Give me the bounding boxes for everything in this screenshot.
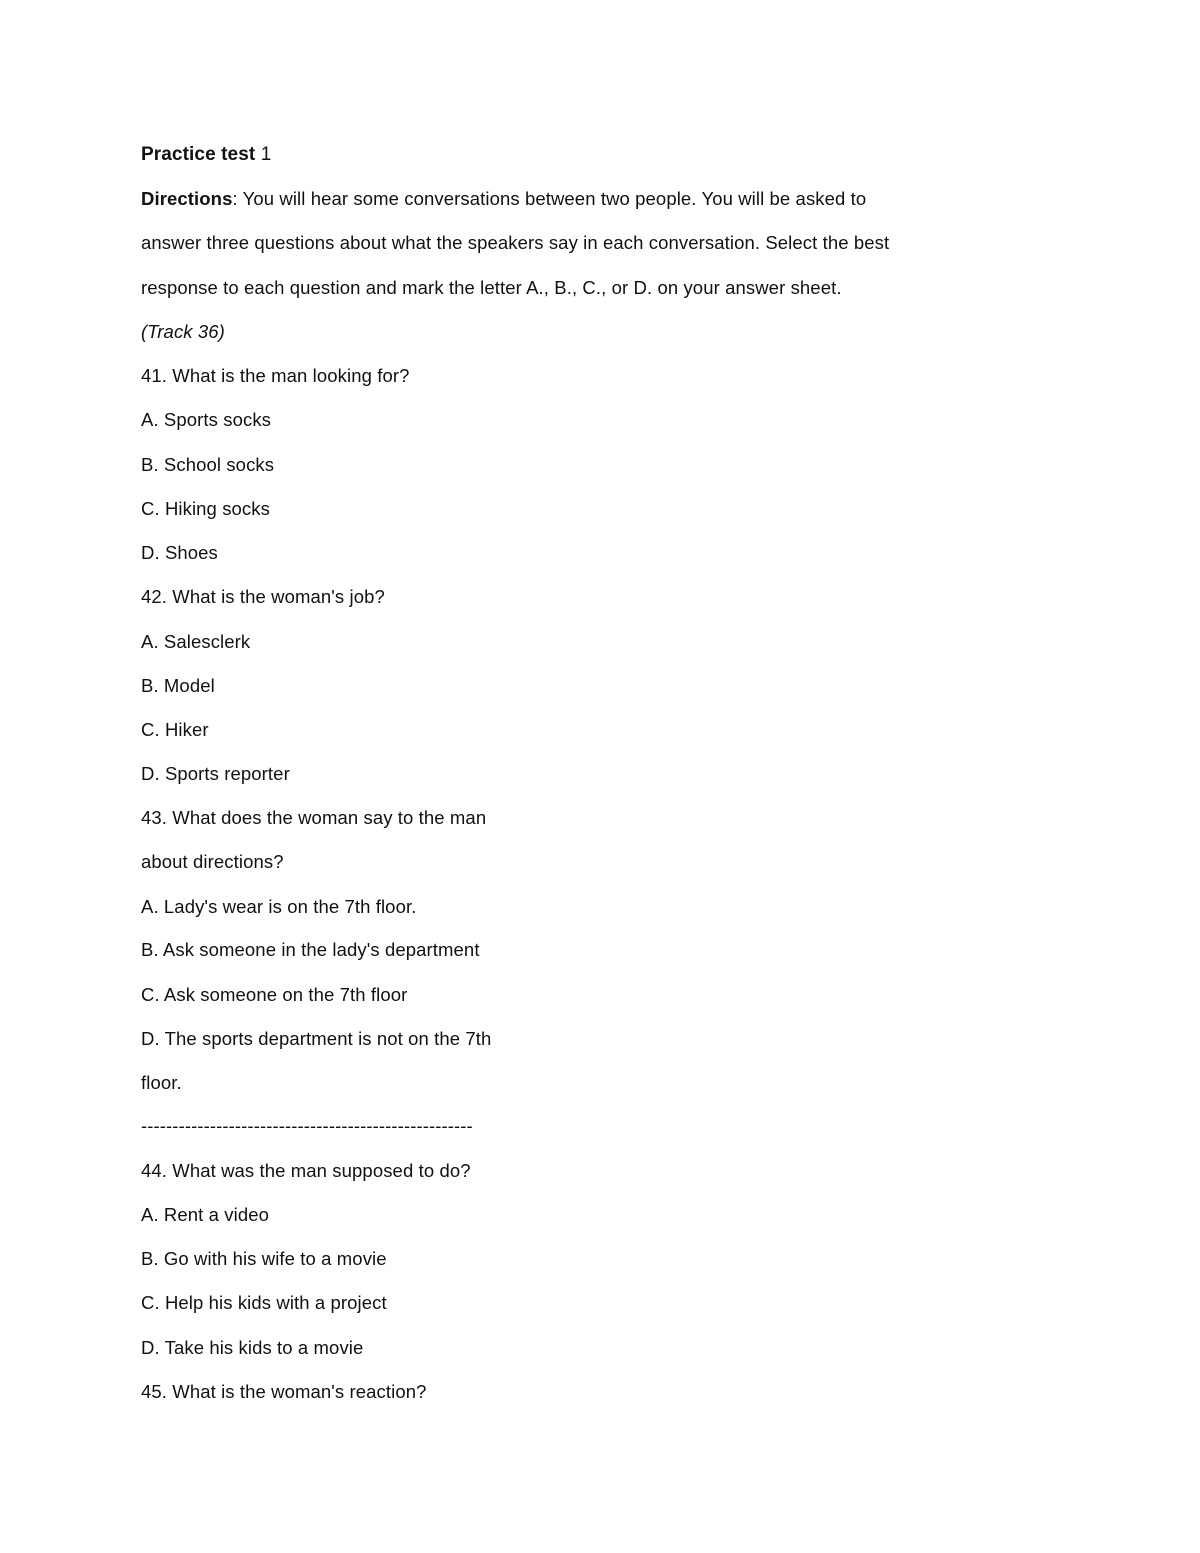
answer-option: D. Sports reporter — [141, 763, 290, 784]
title-bold: Practice test — [141, 144, 256, 165]
directions-colon: : — [232, 188, 238, 209]
directions-line-3: response to each question and mark the letter A., B., C., or D. on your answer sheet. — [141, 277, 842, 298]
answer-option: B. Go with his wife to a movie — [141, 1248, 387, 1269]
directions-label: Directions — [141, 188, 233, 209]
track-label: (Track 36) — [141, 321, 225, 342]
question-prompt: 44. What was the man supposed to do? — [141, 1160, 471, 1181]
answer-option: A. Sports socks — [141, 409, 272, 430]
answer-option: D. The sports department is not on the 7th — [141, 1028, 492, 1049]
answer-option-continued: floor. — [141, 1072, 182, 1093]
directions-line-2: answer three questions about what the speakers say in each conversation. Select the best — [141, 232, 890, 253]
answer-option: B. Ask someone in the lady's department — [141, 939, 480, 960]
answer-option: B. School socks — [141, 454, 275, 475]
page-title — [141, 143, 271, 167]
answer-option: A. Lady's wear is on the 7th floor. — [141, 896, 417, 917]
answer-option: C. Hiking socks — [141, 498, 270, 519]
answer-option: A. Salesclerk — [141, 631, 251, 652]
answer-option: D. Shoes — [141, 542, 218, 563]
directions-text-1: You will hear some conversations between two people. You will be asked to — [237, 188, 867, 209]
answer-option: B. Model — [141, 675, 215, 696]
answer-option: C. Ask someone on the 7th floor — [141, 984, 408, 1005]
question-prompt: 43. What does the woman say to the man — [141, 807, 487, 828]
answer-option: C. Help his kids with a project — [141, 1292, 387, 1313]
answer-option: D. Take his kids to a movie — [141, 1337, 364, 1358]
question-prompt: 42. What is the woman's job? — [141, 586, 385, 607]
answer-option: C. Hiker — [141, 719, 209, 740]
answer-option: A. Rent a video — [141, 1204, 269, 1225]
title-number: 1 — [255, 144, 272, 165]
directions-line-1 — [141, 187, 866, 211]
question-prompt: 45. What is the woman's reaction? — [141, 1381, 427, 1402]
question-prompt: 41. What is the man looking for? — [141, 365, 410, 386]
section-separator: ----------------------------------------------------- — [141, 1115, 473, 1136]
question-prompt-continued: about directions? — [141, 851, 284, 872]
